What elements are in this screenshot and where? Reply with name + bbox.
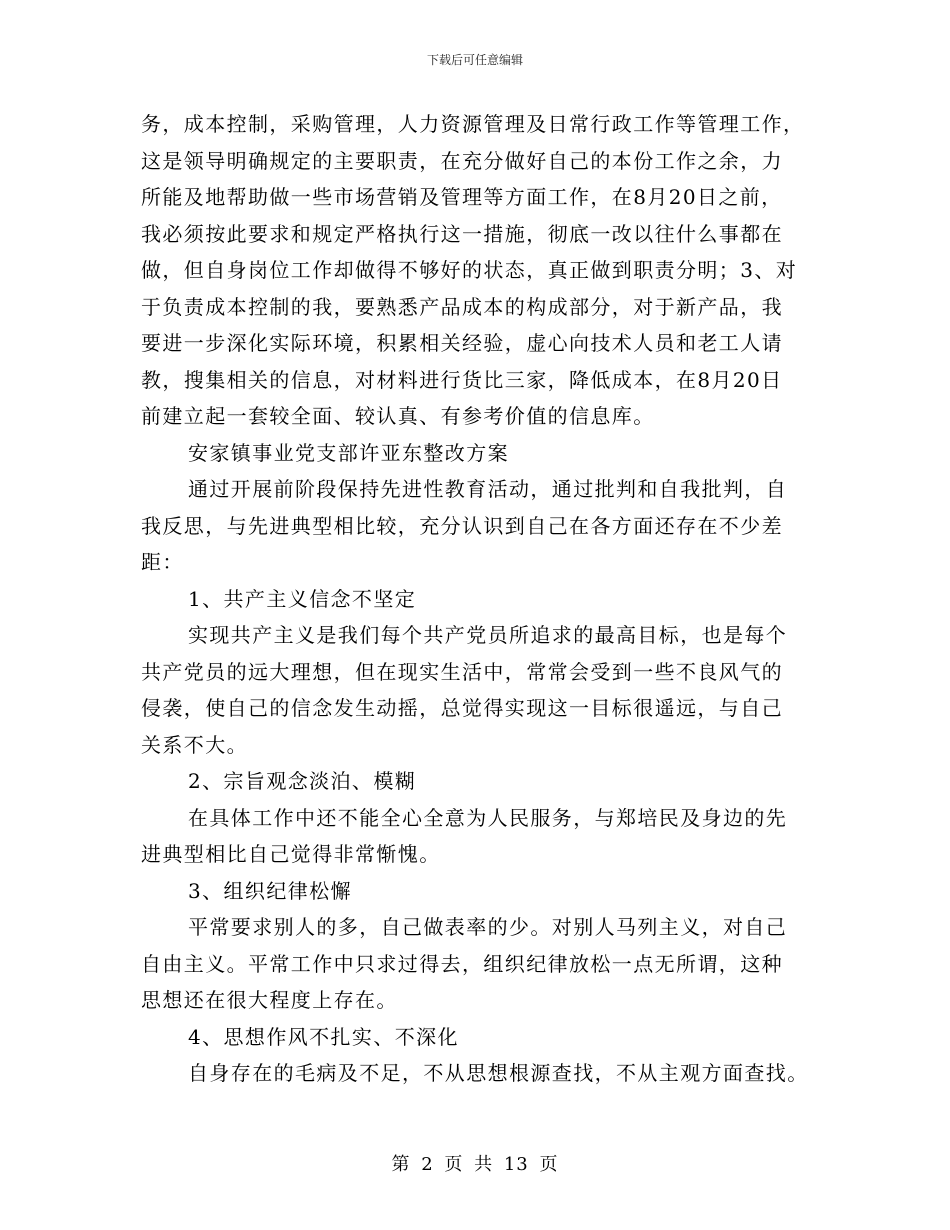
body-line: 要进一步深化实际环境，积累相关经验，虚心向技术人员和老工人请 [141,331,783,355]
item-heading: 1、共产主义信念不坚定 [188,586,417,611]
body-line: 自由主义。平常工作中只求过得去，组织纪律放松一点无所谓，这种 [141,951,783,976]
item-heading: 2、宗旨观念淡泊、模糊 [188,769,417,793]
body-line: 前建立起一套较全面、较认真、有参考价值的信息库。 [141,404,655,428]
body-line: 在具体工作中还不能全心全意为人民服务，与郑培民及身边的先 [188,805,788,830]
body-line: 共产党员的远大理想，但在现实生活中，常常会受到一些不良风气的 [141,659,783,684]
body-line: 我必须按此要求和规定严格执行这一措施，彻底一改以往什么事都在 [141,221,783,246]
body-line: 侵袭，使自己的信念发生动摇，总觉得实现这一目标很遥远，与自己 [141,696,783,720]
body-line: 务，成本控制，采购管理，人力资源管理及日常行政工作等管理工作， [141,112,805,136]
section-title: 安家镇事业党支部许亚东整改方案 [188,440,509,465]
body-line: 思想还在很大程度上存在。 [141,988,398,1012]
body-line: 距： [141,550,184,574]
body-line: 所能及地帮助做一些市场营销及管理等方面工作，在8月20日之前， [141,185,783,209]
body-line: 进典型相比自己觉得非常惭愧。 [141,842,441,866]
body-line: 自身存在的毛病及不足，不从思想根源查找，不从主观方面查找。 [188,1061,809,1085]
body-line: 我反思，与先进典型相比较，充分认识到自己在各方面还存在不少差 [141,513,783,538]
item-heading: 4、思想作风不扎实、不深化 [188,1024,459,1049]
document-body [141,106,811,1092]
page-header: 下载后可任意编辑 [426,53,523,67]
body-line: 教，搜集相关的信息，对材料进行货比三家，降低成本，在8月20日 [141,367,783,392]
item-heading: 3、组织纪律松懈 [188,878,352,903]
body-line: 做，但自身岗位工作却做得不够好的状态，真正做到职责分明；3、对 [141,258,798,282]
body-line: 关系不大。 [141,732,248,757]
body-line: 通过开展前阶段保持先进性教育活动，通过批判和自我批判，自 [188,477,788,501]
page-footer: 第 2 页 共 13 页 [391,1154,559,1175]
body-line: 平常要求别人的多，自己做表率的少。对别人马列主义，对自己 [188,915,788,939]
body-line: 这是领导明确规定的主要职责，在充分做好自己的本份工作之余，力 [141,148,783,173]
body-line: 实现共产主义是我们每个共产党员所追求的最高目标，也是每个 [188,623,788,647]
body-line: 于负责成本控制的我，要熟悉产品成本的构成部分，对于新产品，我 [141,294,783,319]
